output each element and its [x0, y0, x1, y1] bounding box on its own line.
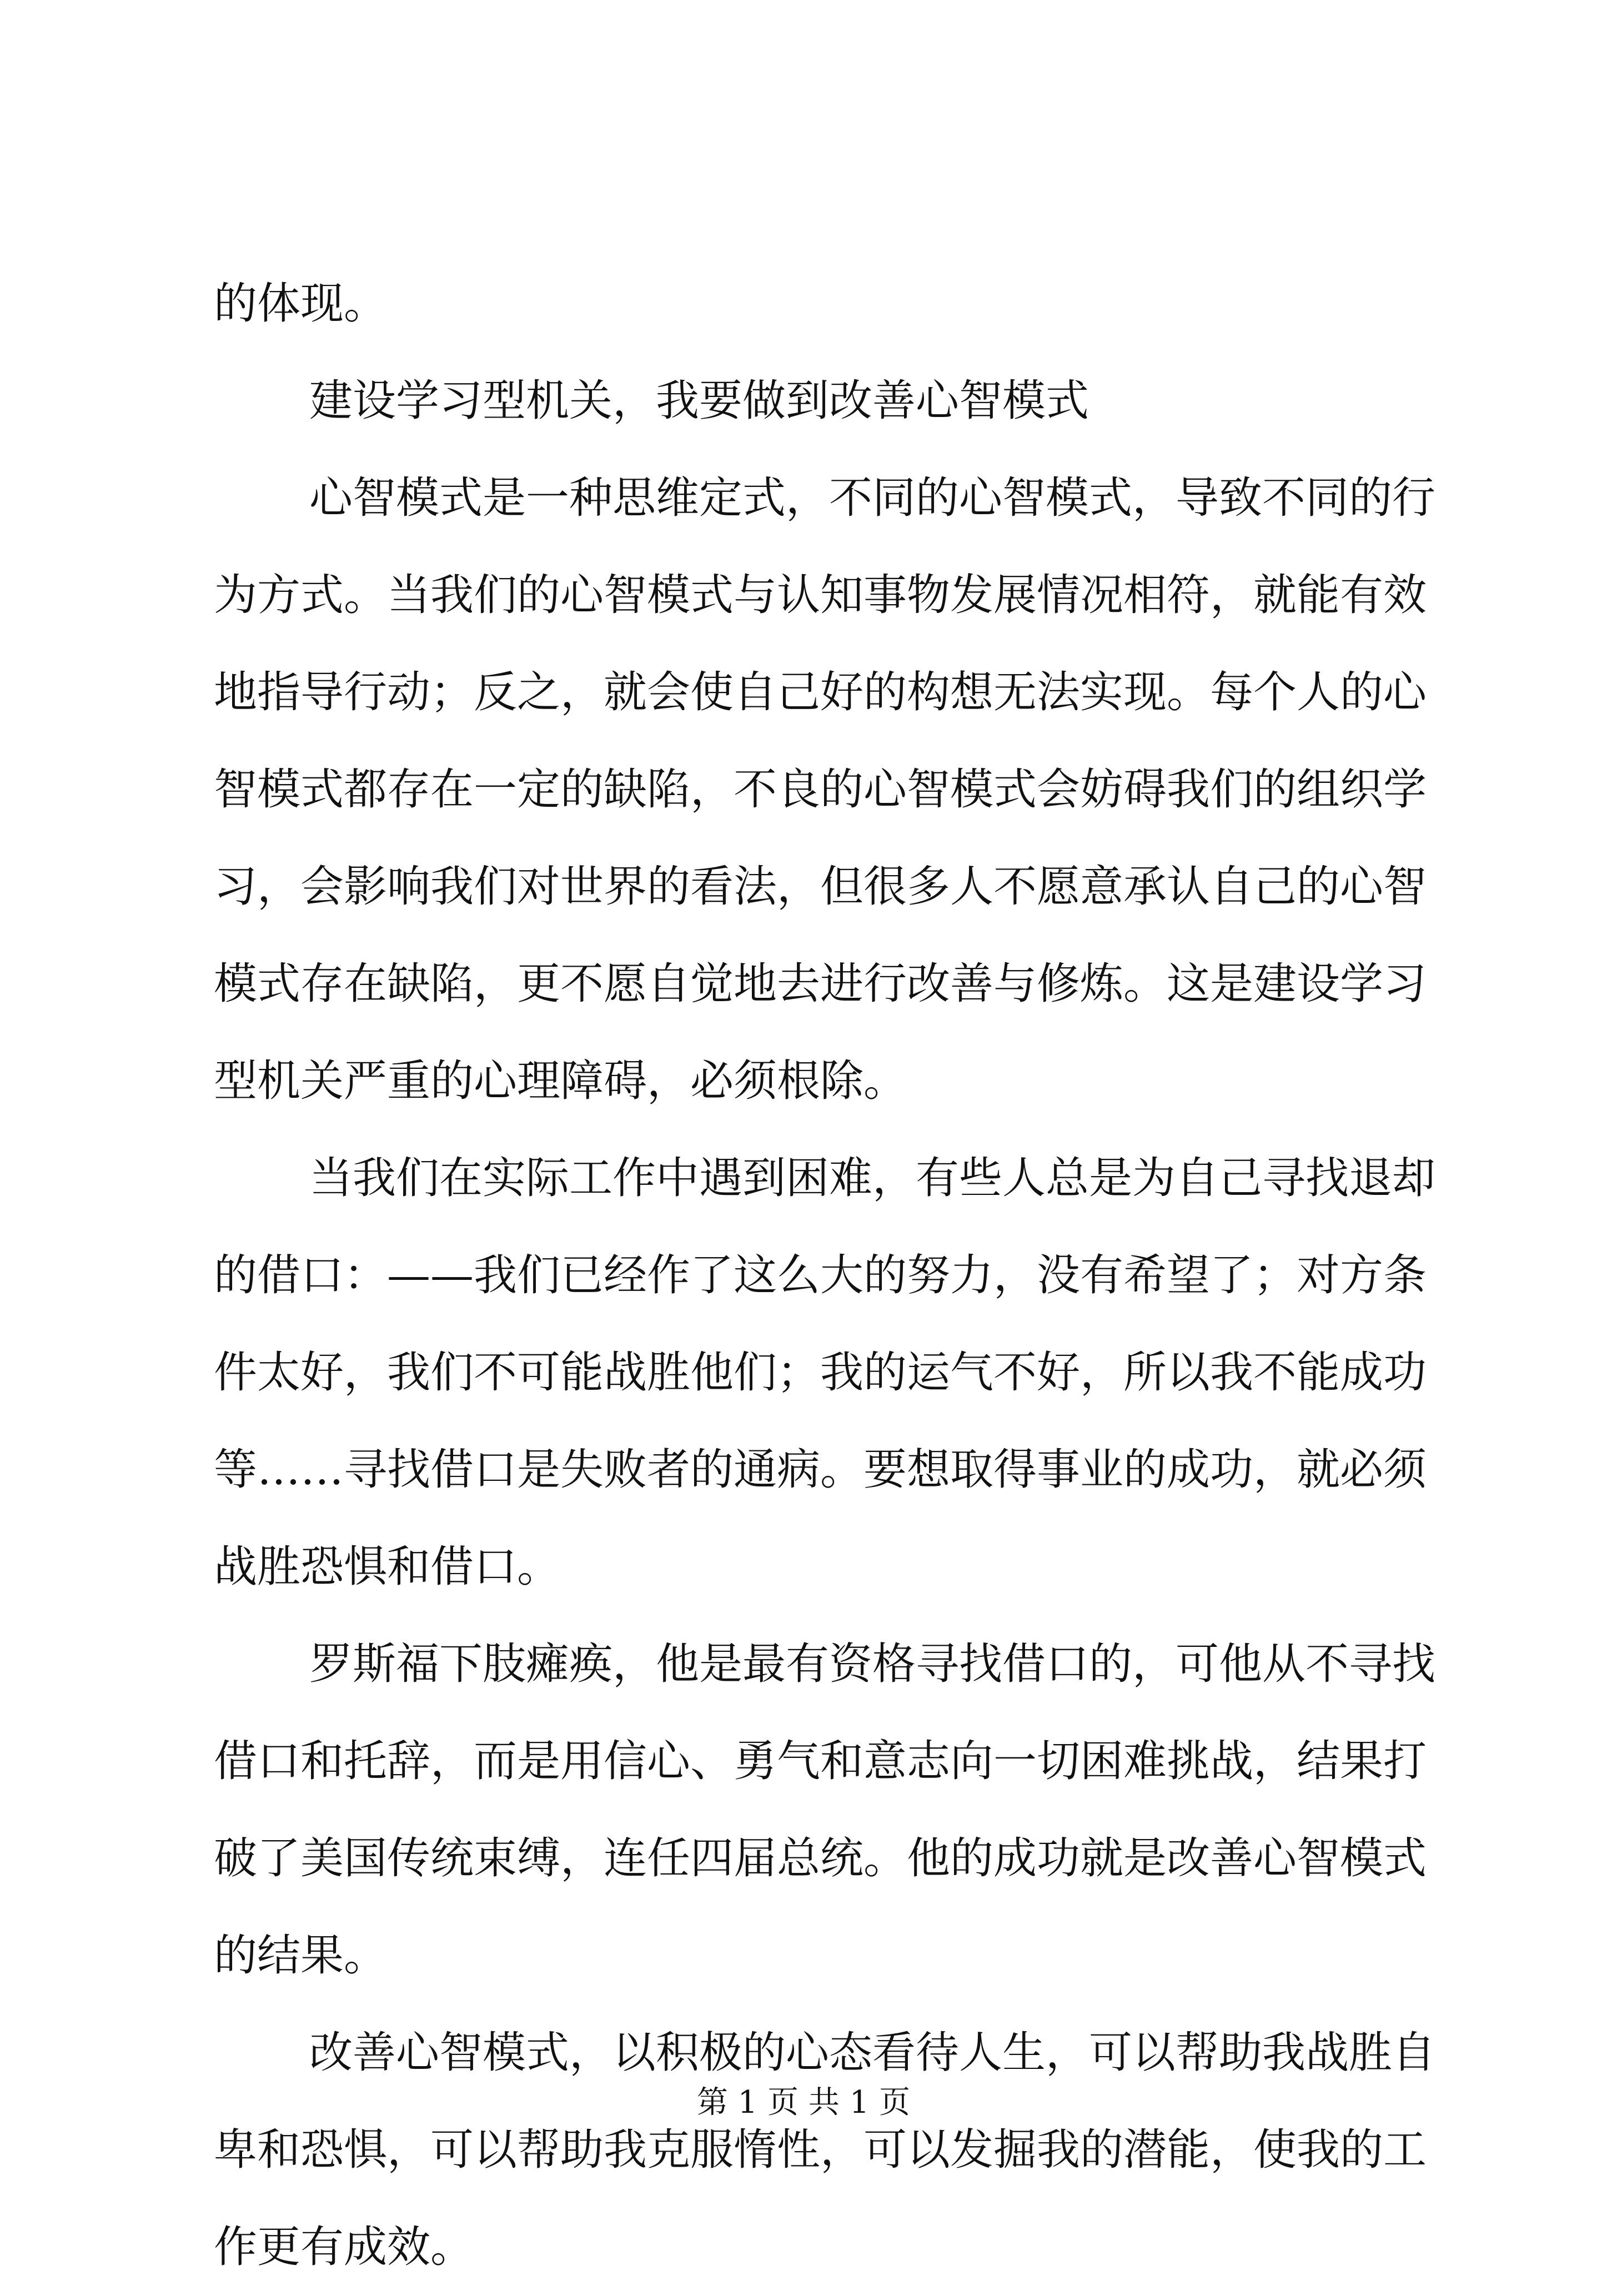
page-footer: 第 1 页 共 1 页	[696, 2084, 911, 2121]
text-line: 的体现。	[214, 279, 388, 329]
text-line: 件太好，我们不可能战胜他们；我的运气不好，所以我不能成功	[214, 1348, 1427, 1398]
text-line: 心智模式是一种思维定式，不同的心智模式，导致不同的行	[309, 473, 1436, 523]
text-line: 借口和托辞，而是用信心、勇气和意志向一切困难挑战，结果打	[214, 1736, 1427, 1786]
document-body	[214, 255, 1436, 2296]
text-line: 型机关严重的心理障碍，必须根除。	[214, 1056, 907, 1106]
text-line: 建设学习型机关，我要做到改善心智模式	[309, 376, 1089, 426]
text-line: 作更有成效。	[214, 2222, 474, 2272]
text-line: 为方式。当我们的心智模式与认知事物发展情况相符，就能有效	[214, 570, 1427, 620]
text-line: 智模式都存在一定的缺陷，不良的心智模式会妨碍我们的组织学	[214, 765, 1427, 815]
text-line: 破了美国传统束缚，连任四届总统。他的成功就是改善心智模式	[214, 1833, 1427, 1883]
text-line: 模式存在缺陷，更不愿自觉地去进行改善与修炼。这是建设学习	[214, 959, 1427, 1009]
text-line: 卑和恐惧，可以帮助我克服惰性，可以发掘我的潜能，使我的工	[214, 2125, 1427, 2175]
text-line: 当我们在实际工作中遇到困难，有些人总是为自己寻找退却	[309, 1153, 1436, 1203]
text-line: 罗斯福下肢瘫痪，他是最有资格寻找借口的，可他从不寻找	[309, 1639, 1436, 1689]
text-line: 战胜恐惧和借口。	[214, 1542, 561, 1592]
text-line: 习，会影响我们对世界的看法，但很多人不愿意承认自己的心智	[214, 862, 1427, 912]
text-line: 的结果。	[214, 1931, 388, 1981]
text-line: 地指导行动；反之，就会使自己好的构想无法实现。每个人的心	[214, 667, 1427, 717]
text-line: 的借口：——我们已经作了这么大的努力，没有希望了；对方条	[214, 1250, 1427, 1300]
text-line: 改善心智模式，以积极的心态看待人生，可以帮助我战胜自	[309, 2028, 1436, 2078]
text-line: 等……寻找借口是失败者的通病。要想取得事业的成功，就必须	[214, 1445, 1427, 1495]
